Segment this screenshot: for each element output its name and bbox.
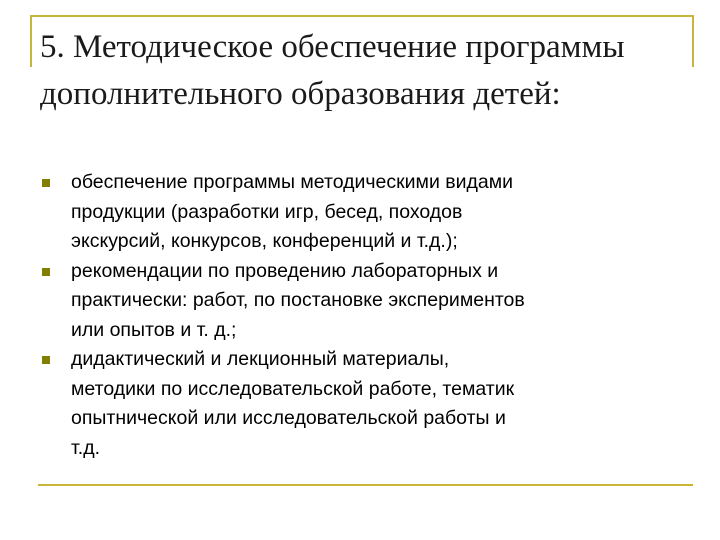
bullet-text: рекомендации по проведению лабораторных и практически: работ, по постановке экспериментов или опытов и т. д.; — [71, 259, 525, 341]
slide-title: 5. Методическое обеспечение программы дополнительного образования детей: — [40, 29, 625, 112]
bullet-item — [42, 345, 692, 463]
bullet-item — [42, 257, 692, 346]
bullet-text: дидактический и лекционный материалы, методики по исследовательской работе, тематик опытнической или исследовательской работы и т.д. — [71, 348, 515, 459]
bullet-list — [42, 168, 692, 463]
square-bullet-icon — [42, 179, 50, 187]
bullet-item — [42, 168, 692, 257]
right-border-line — [692, 15, 694, 67]
left-border-line — [30, 15, 32, 67]
bullet-text: обеспечение программы методическими видами продукции (разработки игр, бесед, походов экскурсий, конкурсов, конференций и т.д.); — [71, 171, 514, 252]
top-border-line — [30, 15, 693, 17]
bottom-border-line — [38, 484, 693, 486]
square-bullet-icon — [42, 356, 50, 364]
square-bullet-icon — [42, 268, 50, 276]
